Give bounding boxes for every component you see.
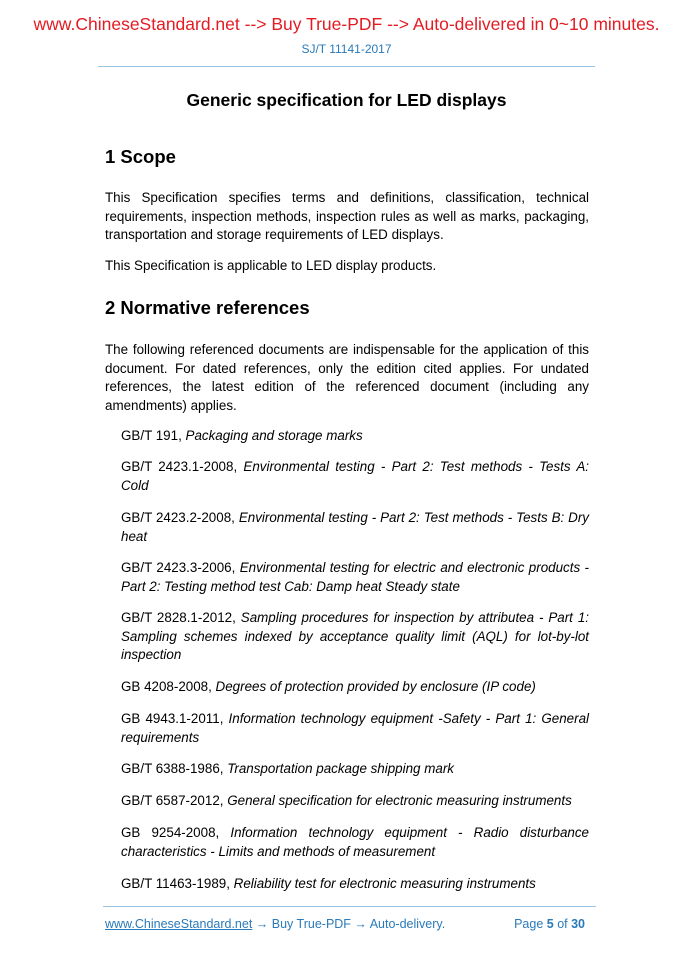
reference-title: Transportation package shipping mark	[227, 761, 454, 776]
footer-tagline: → Buy True-PDF → Auto-delivery.	[252, 917, 446, 931]
reference-code: GB/T 191,	[121, 428, 186, 443]
reference-code: GB/T 2828.1-2012,	[121, 610, 241, 625]
reference-title: General specification for electronic measuring instruments	[227, 793, 572, 808]
reference-item	[121, 710, 589, 747]
reference-title: Environmental testing - Part 2: Test methods - Tests A: Cold	[121, 459, 589, 493]
reference-title: Degrees of protection provided by enclosure (IP code)	[215, 679, 536, 694]
reference-item	[121, 509, 589, 546]
page-total: 30	[571, 917, 585, 931]
normative-intro-paragraph: The following referenced documents are indispensable for the application of this document. For dated references, only the edition cited applies. For undated references, the latest edition of the referenced document (including any amendments) applies.	[105, 342, 589, 413]
reference-title: Reliability test for electronic measuring instruments	[233, 876, 536, 891]
reference-code: GB/T 2423.2-2008,	[121, 510, 239, 525]
page-current: 5	[546, 917, 554, 931]
reference-code: GB 9254-2008,	[121, 825, 231, 840]
footer-divider	[103, 906, 596, 907]
reference-title: Information technology equipment -Safety - Part 1: General requirements	[121, 711, 590, 745]
reference-code: GB 4943.1-2011,	[121, 711, 229, 726]
page-indicator	[514, 917, 585, 931]
reference-code: GB/T 2423.1-2008,	[121, 459, 244, 474]
reference-code: GB/T 11463-1989,	[121, 876, 234, 891]
reference-code: GB 4208-2008,	[121, 679, 216, 694]
reference-code: GB/T 2423.3-2006,	[121, 560, 240, 575]
reference-title: Sampling procedures for inspection by attributea - Part 1: Sampling schemes indexed by acceptance quality limit (AQL) for lot-by-lot inspection	[121, 610, 589, 663]
reference-title: Environmental testing - Part 2: Test methods - Tests B: Dry heat	[121, 510, 589, 544]
reference-item	[121, 458, 589, 495]
reference-item	[121, 792, 589, 811]
reference-code: GB/T 6388-1986,	[121, 761, 228, 776]
reference-item	[121, 760, 589, 779]
section-heading-normative-references: 2 Normative references	[105, 297, 310, 318]
footer-website-link[interactable]: www.ChineseStandard.net	[105, 917, 253, 931]
page-of: of	[553, 917, 572, 931]
page-footer	[105, 917, 585, 931]
reference-item	[121, 427, 589, 446]
reference-title: Environmental testing for electric and electronic products - Part 2: Testing method test Cab: Damp heat Steady state	[121, 560, 589, 594]
reference-item	[121, 559, 589, 596]
reference-title: Information technology equipment - Radio disturbance characteristics - Limits and methods of measurement	[121, 825, 589, 859]
reference-item	[121, 875, 589, 894]
reference-item	[121, 824, 589, 861]
document-title: Generic specification for LED displays	[186, 90, 507, 110]
reference-code: GB/T 6587-2012,	[121, 793, 228, 808]
header-divider	[98, 66, 595, 67]
reference-item	[121, 678, 589, 697]
reference-title: Packaging and storage marks	[185, 428, 363, 443]
section-heading-scope: 1 Scope	[105, 146, 176, 167]
standard-number: SJ/T 11141-2017	[301, 42, 392, 56]
page-label: Page	[514, 917, 547, 931]
scope-paragraph-2: This Specification is applicable to LED display products.	[105, 258, 437, 273]
promo-banner[interactable]: www.ChineseStandard.net --> Buy True-PDF --> Auto-delivered in 0~10 minutes.	[33, 14, 660, 34]
scope-paragraph-1: This Specification specifies terms and definitions, classification, technical requirements, inspection methods, inspection rules as well as marks, packaging, transportation and storage requirements of LED displays.	[105, 190, 589, 243]
reference-item	[121, 609, 589, 665]
